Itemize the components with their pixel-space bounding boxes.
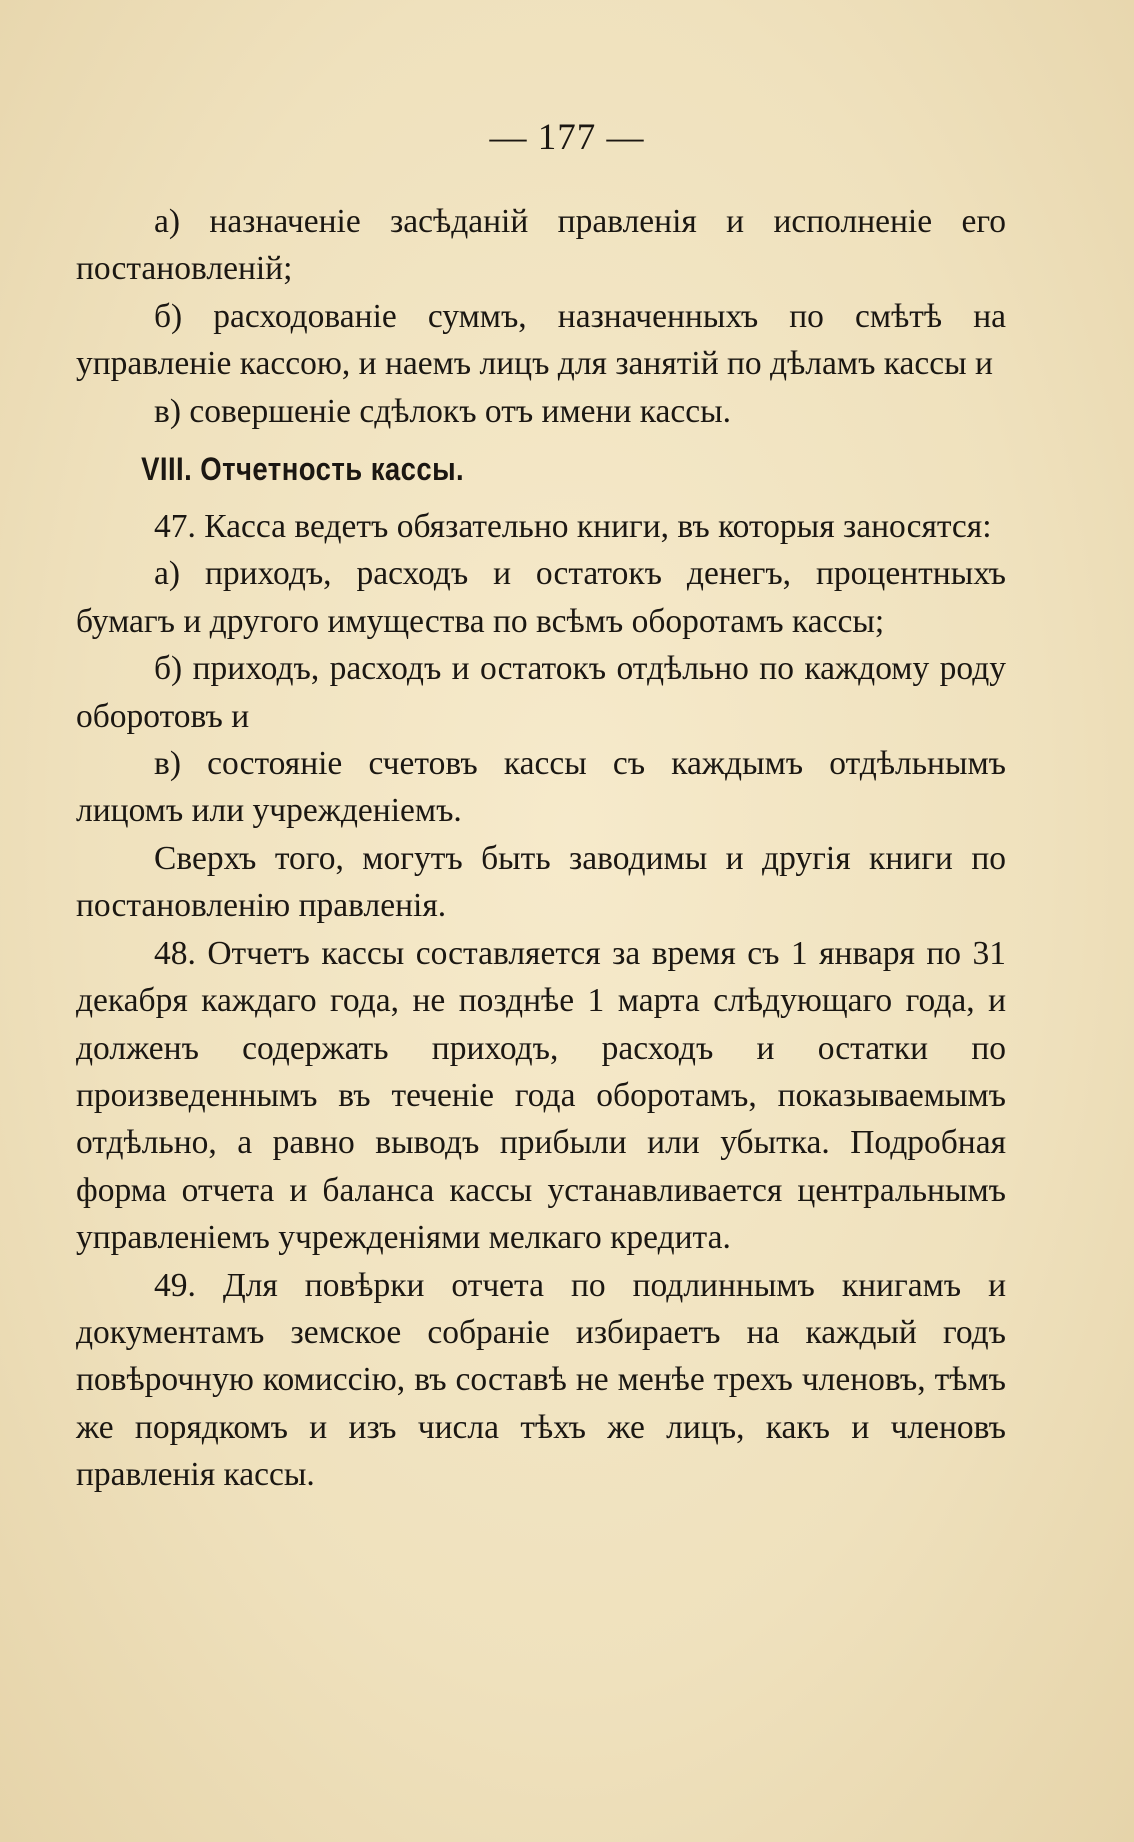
article-49: 49. Для повѣрки отчета по подлиннымъ книгамъ и документамъ земское собраніе избираетъ на каждый годъ повѣрочную комиссію, въ составѣ не менѣе трехъ членовъ, тѣмъ же порядкомъ и изъ числа тѣхъ же лицъ, какъ и членовъ правленія кассы. <box>76 1266 1006 1494</box>
article-47-item-c: в) состояніе счетовъ кассы съ каждымъ отдѣльнымъ лицомъ или учрежденіемъ. <box>76 745 1006 830</box>
article-47-item-b: б) приходъ, расходъ и остатокъ отдѣльно по каждому роду оборотовъ и <box>76 650 1006 735</box>
clause-c-transactions: в) совершеніе сдѣлокъ отъ имени кассы. <box>154 392 732 430</box>
article-47-item-a: а) приходъ, расходъ и остатокъ денегъ, процентныхъ бумагъ и другого имущества по всѣмъ оборотамъ кассы; <box>76 555 1006 640</box>
page-body <box>76 198 1006 1499</box>
clause-a-meetings: а) назначеніе засѣданій правленія и исполненіе его постановленій; <box>76 203 1006 288</box>
article-47-additional-books: Сверхъ того, могутъ быть заводимы и другія книги по постановленію правленія. <box>76 839 1006 925</box>
article-47: 47. Касса ведетъ обязательно книги, въ которыя заносятся: <box>154 508 992 546</box>
page-number: — 177 — <box>489 117 645 158</box>
article-48: 48. Отчетъ кассы составляется за время съ 1 января по 31 декабря каждаго года, не позднѣе 1 марта слѣдующаго года, и долженъ содержать приходъ, расходъ и остатки по произведеннымъ въ теченіе года оборотамъ, показываемымъ отдѣльно, а равно выводъ прибыли или убытка. Подробная форма отчета и баланса кассы устанавливается центральнымъ управленіемъ учрежденіями мелкаго кредита. <box>76 934 1006 1257</box>
section-heading: VIII. Отчетность кассы. <box>141 451 465 488</box>
clause-b-spending: б) расходованіе суммъ, назначенныхъ по смѣтѣ на управленіе кассою, и наемъ лицъ для занятій по дѣламъ кассы и <box>76 297 1006 383</box>
